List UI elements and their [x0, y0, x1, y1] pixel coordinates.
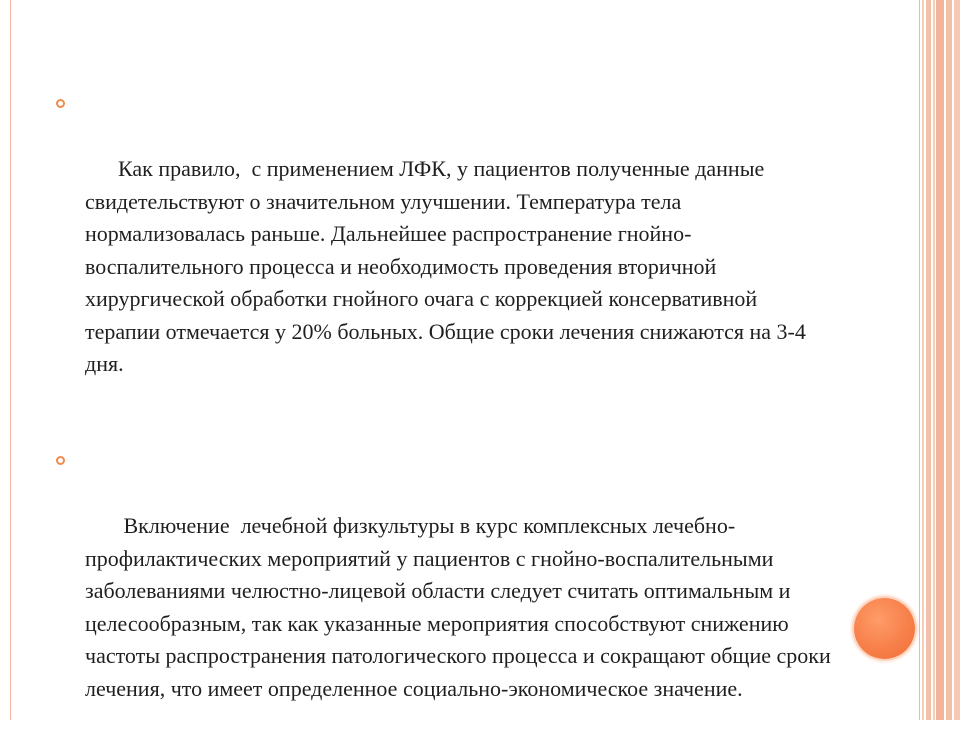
bullet-text: Включение лечебной физкультуры в курс комплексных лечебно-профилактических мероприятий у пациентов с гнойно-воспалительными заболеваниями челюстно-лицевой области следует считать оптимальным и целесообразным, так как указанные мероприятия способствуют снижению частоты распространения патологического процесса и сокращают общие сроки лечения, что имеет определенное социально-экономическое значение.	[85, 513, 837, 701]
stripe	[946, 0, 952, 720]
decorative-stripes	[922, 0, 960, 720]
stripe	[933, 0, 935, 720]
hollow-circle-bullet-icon	[56, 456, 65, 465]
orange-orb-icon	[854, 598, 915, 659]
stripe	[954, 0, 960, 720]
left-frame-line	[10, 0, 11, 720]
right-frame-line	[919, 0, 920, 720]
slide-body	[54, 88, 837, 738]
bullet-text: Как правило, с применением ЛФК, у пациентов полученные данные свидетельствуют о значительном улучшении. Температура тела нормализовалась раньше. Дальнейшее распространение гнойно-воспалительного процесса и необходимость проведения вторичной хирургической обработки гнойного очага с коррекцией консервативной терапии отмечается у 20% больных. Общие сроки лечения снижаются на 3-4 дня.	[85, 156, 812, 376]
bullet-item	[54, 88, 834, 413]
stripe	[926, 0, 931, 720]
hollow-circle-bullet-icon	[56, 99, 65, 108]
bullet-item	[54, 445, 837, 738]
stripe	[936, 0, 944, 720]
stripe	[922, 0, 924, 720]
